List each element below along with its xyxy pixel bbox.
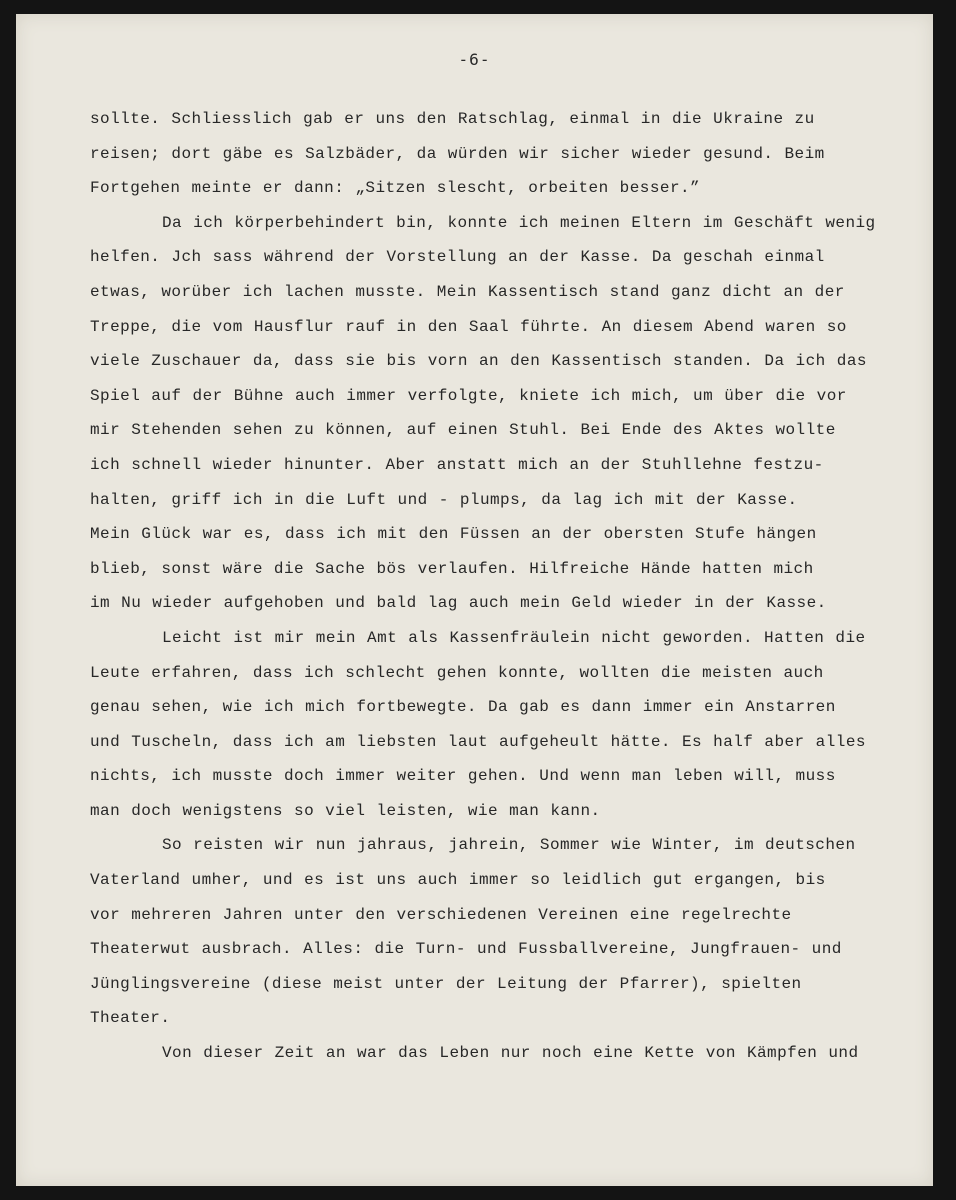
typewritten-page (16, 14, 933, 1186)
page-number: -6- (458, 50, 491, 69)
text-line: Treppe, die vom Hausflur rauf in den Saal führte. An diesem Abend waren so (90, 317, 847, 336)
text-line: im Nu wieder aufgehoben und bald lag auch mein Geld wieder in der Kasse. (90, 594, 827, 613)
text-line: Theaterwut ausbrach. Alles: die Turn- und Fussballvereine, Jungfrauen- und (90, 940, 842, 959)
text-line: Vaterland umher, und es ist uns auch immer so leidlich gut ergangen, bis (90, 871, 826, 890)
text-line: Jünglingsvereine (diese meist unter der Leitung der Pfarrer), spielten (90, 974, 802, 993)
text-line: Leicht ist mir mein Amt als Kassenfräulein nicht geworden. Hatten die (162, 628, 866, 647)
text-line: Fortgehen meinte er dann: „Sitzen slescht, orbeiten besser.” (90, 179, 701, 198)
text-line: helfen. Jch sass während der Vorstellung an der Kasse. Da geschah einmal (90, 248, 825, 267)
text-line: genau sehen, wie ich mich fortbewegte. Da gab es dann immer ein Anstarren (90, 698, 836, 717)
text-line: viele Zuschauer da, dass sie bis vorn an den Kassentisch standen. Da ich das (90, 352, 867, 371)
text-line: Theater. (90, 1009, 171, 1028)
text-line: Von dieser Zeit an war das Leben nur noch eine Kette von Kämpfen und (162, 1044, 859, 1063)
text-line: etwas, worüber ich lachen musste. Mein Kassentisch stand ganz dicht an der (90, 282, 845, 301)
text-line: Da ich körperbehindert bin, konnte ich meinen Eltern im Geschäft wenig (162, 213, 876, 232)
text-line: nichts, ich musste doch immer weiter gehen. Und wenn man leben will, muss (90, 767, 836, 786)
text-line: blieb, sonst wäre die Sache bös verlaufen. Hilfreiche Hände hatten mich (90, 559, 814, 578)
text-line: mir Stehenden sehen zu können, auf einen Stuhl. Bei Ende des Aktes wollte (90, 421, 836, 440)
text-line: Spiel auf der Bühne auch immer verfolgte, kniete ich mich, um über die vor (90, 386, 847, 405)
text-line: Mein Glück war es, dass ich mit den Füssen an der obersten Stufe hängen (90, 525, 817, 544)
text-line: und Tuscheln, dass ich am liebsten laut aufgeheult hätte. Es half aber alles (90, 732, 866, 751)
text-line: reisen; dort gäbe es Salzbäder, da würden wir sicher wieder gesund. Beim (90, 144, 825, 163)
text-line: sollte. Schliesslich gab er uns den Ratschlag, einmal in die Ukraine zu (90, 110, 815, 128)
text-line: vor mehreren Jahren unter den verschiedenen Vereinen eine regelrechte (90, 905, 792, 924)
text-line: Leute erfahren, dass ich schlecht gehen konnte, wollten die meisten auch (90, 663, 824, 682)
text-line: ich schnell wieder hinunter. Aber anstatt mich an der Stuhllehne festzu- (90, 455, 824, 474)
text-line: man doch wenigstens so viel leisten, wie man kann. (90, 801, 601, 820)
body-text (90, 102, 930, 1071)
text-line: halten, griff ich in die Luft und - plumps, da lag ich mit der Kasse. (90, 490, 798, 509)
text-line: So reisten wir nun jahraus, jahrein, Sommer wie Winter, im deutschen (162, 836, 856, 855)
